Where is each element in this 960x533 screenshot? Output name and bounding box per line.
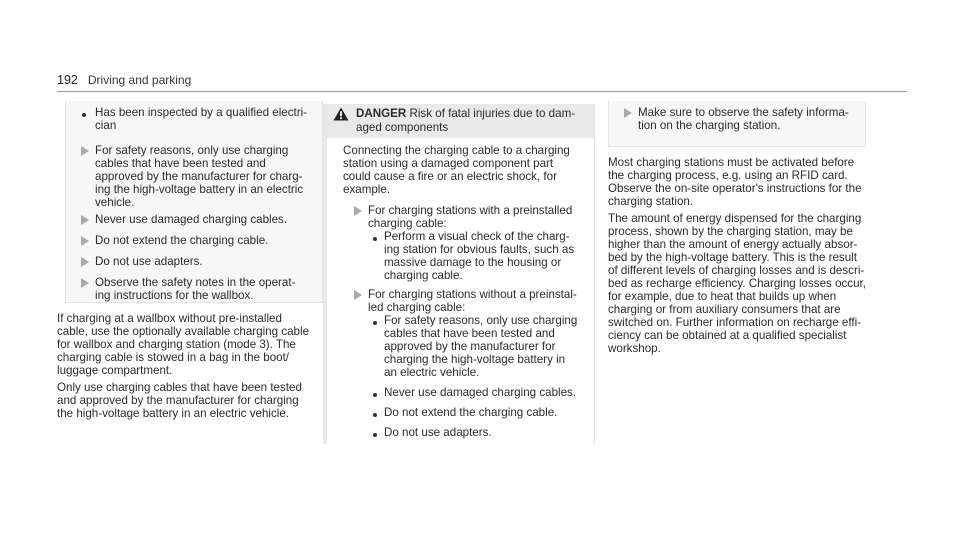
body-text: workshop. [608, 342, 661, 355]
bullet-text: ing station for obvious faults, such as [384, 243, 575, 256]
step-text: vehicle. [95, 196, 135, 209]
step-text: Do not extend the charging cable. [95, 234, 269, 247]
body-text: The amount of energy dispensed for the charging [608, 212, 862, 225]
step-text: Observe the safety notes in the operat- [95, 276, 296, 289]
step-text: approved by the manufacturer for charg- [95, 170, 303, 183]
bullet-text: cables that have been tested and [384, 327, 555, 340]
body-text: charging station. [608, 195, 694, 208]
body-text: charging or from auxiliary consumers that are [608, 303, 841, 316]
step-arrow-icon [81, 215, 89, 225]
bullet-text: Perform a visual check of the charg- [384, 230, 570, 243]
step-arrow-icon [624, 108, 632, 118]
bullet-dot-icon [373, 321, 377, 325]
bullet-text: Do not extend the charging cable. [384, 406, 558, 419]
danger-text: example. [343, 183, 391, 196]
danger-text: could cause a fire or an electric shock, for [343, 170, 557, 183]
body-text: If charging at a wallbox without pre-installed [57, 312, 282, 325]
danger-box-side [323, 104, 327, 444]
step-arrow-icon [81, 257, 89, 267]
step-arrow-icon [81, 146, 89, 156]
body-text: Most charging stations must be activated before [608, 156, 855, 169]
section-title: Driving and parking [87, 73, 192, 87]
bullet-dot-icon [373, 237, 377, 241]
bullet-text: massive damage to the housing or [384, 256, 562, 269]
step-text: Do not use adapters. [95, 255, 203, 268]
danger-title: Risk of fatal injuries due to dam- [409, 107, 576, 120]
bullet-dot-icon [373, 393, 377, 397]
page-header [57, 74, 191, 87]
body-text: the charging process, e.g. using an RFID card. [608, 169, 848, 182]
bullet-text: For safety reasons, only use charging [384, 314, 578, 327]
step-text: Make sure to observe the safety informa- [638, 106, 849, 119]
bullet-text: Do not use adapters. [384, 426, 492, 439]
warning-triangle-icon [333, 107, 349, 121]
bullet-text: charging cable. [384, 269, 463, 282]
body-text: for wallbox and charging station (mode 3). The [57, 338, 296, 351]
step-text: Never use damaged charging cables. [95, 213, 288, 226]
step-text: For safety reasons, only use charging [95, 144, 289, 157]
body-text: cable, use the optionally available charging cable [57, 325, 310, 338]
header-divider [57, 91, 907, 92]
step-text: ing instructions for the wallbox. [95, 289, 254, 302]
step-arrow-icon [354, 290, 362, 300]
page-number: 192 [57, 73, 78, 87]
body-text: and approved by the manufacturer for charging [57, 394, 299, 407]
step-text: For charging stations without a preinstal- [368, 288, 577, 301]
step-arrow-icon [81, 278, 89, 288]
danger-text: station using a damaged component part [343, 157, 554, 170]
box-bullet-line-1: Has been inspected by a qualified electri- [95, 106, 308, 119]
bullet-text: an electric vehicle. [384, 366, 480, 379]
danger-title-line-1 [356, 107, 575, 120]
step-arrow-icon [81, 236, 89, 246]
step-text: For charging stations with a preinstalled [368, 204, 573, 217]
bullet-text: Never use damaged charging cables. [384, 386, 577, 399]
body-text: higher than the amount of energy actually absor- [608, 238, 858, 251]
bullet-text: charging the high-voltage battery in [384, 353, 566, 366]
body-text: Only use charging cables that have been tested [57, 381, 302, 394]
body-text: process, shown by the charging station, may be [608, 225, 853, 238]
bullet-dot-icon [373, 433, 377, 437]
bullet-dot-icon [82, 113, 86, 117]
body-text: bed by the high-voltage battery. This is the result [608, 251, 857, 264]
step-text: charging cable: [368, 217, 447, 230]
bullet-dot-icon [373, 413, 377, 417]
box-bullet-line-2: cian [95, 119, 117, 132]
step-text: ing the high-voltage battery in an electric [95, 183, 304, 196]
danger-title-line-2: aged components [356, 121, 449, 134]
step-text: led charging cable: [368, 301, 466, 314]
step-text: cables that have been tested and [95, 157, 266, 170]
body-text: luggage compartment. [57, 364, 173, 377]
body-text: the high-voltage battery in an electric vehicle. [57, 407, 290, 420]
body-text: switched on. Further information on recharge effi- [608, 316, 862, 329]
body-text: Observe the on-site operator's instructions for the [608, 182, 862, 195]
body-text: bed as recharge efficiency. Charging losses occur, [608, 277, 866, 290]
step-arrow-icon [354, 206, 362, 216]
step-text: tion on the charging station. [638, 119, 781, 132]
danger-box-border [594, 138, 595, 444]
danger-label: DANGER [356, 107, 407, 120]
danger-text: Connecting the charging cable to a charging [343, 144, 570, 157]
body-text: charging cable is stowed in a bag in the boot/ [57, 351, 290, 364]
body-text: ciency can be obtained at a qualified specialist [608, 329, 847, 342]
body-text: of different levels of charging losses and is descri- [608, 264, 865, 277]
body-text: for example, due to heat that builds up when [608, 290, 837, 303]
bullet-text: approved by the manufacturer for [384, 340, 556, 353]
